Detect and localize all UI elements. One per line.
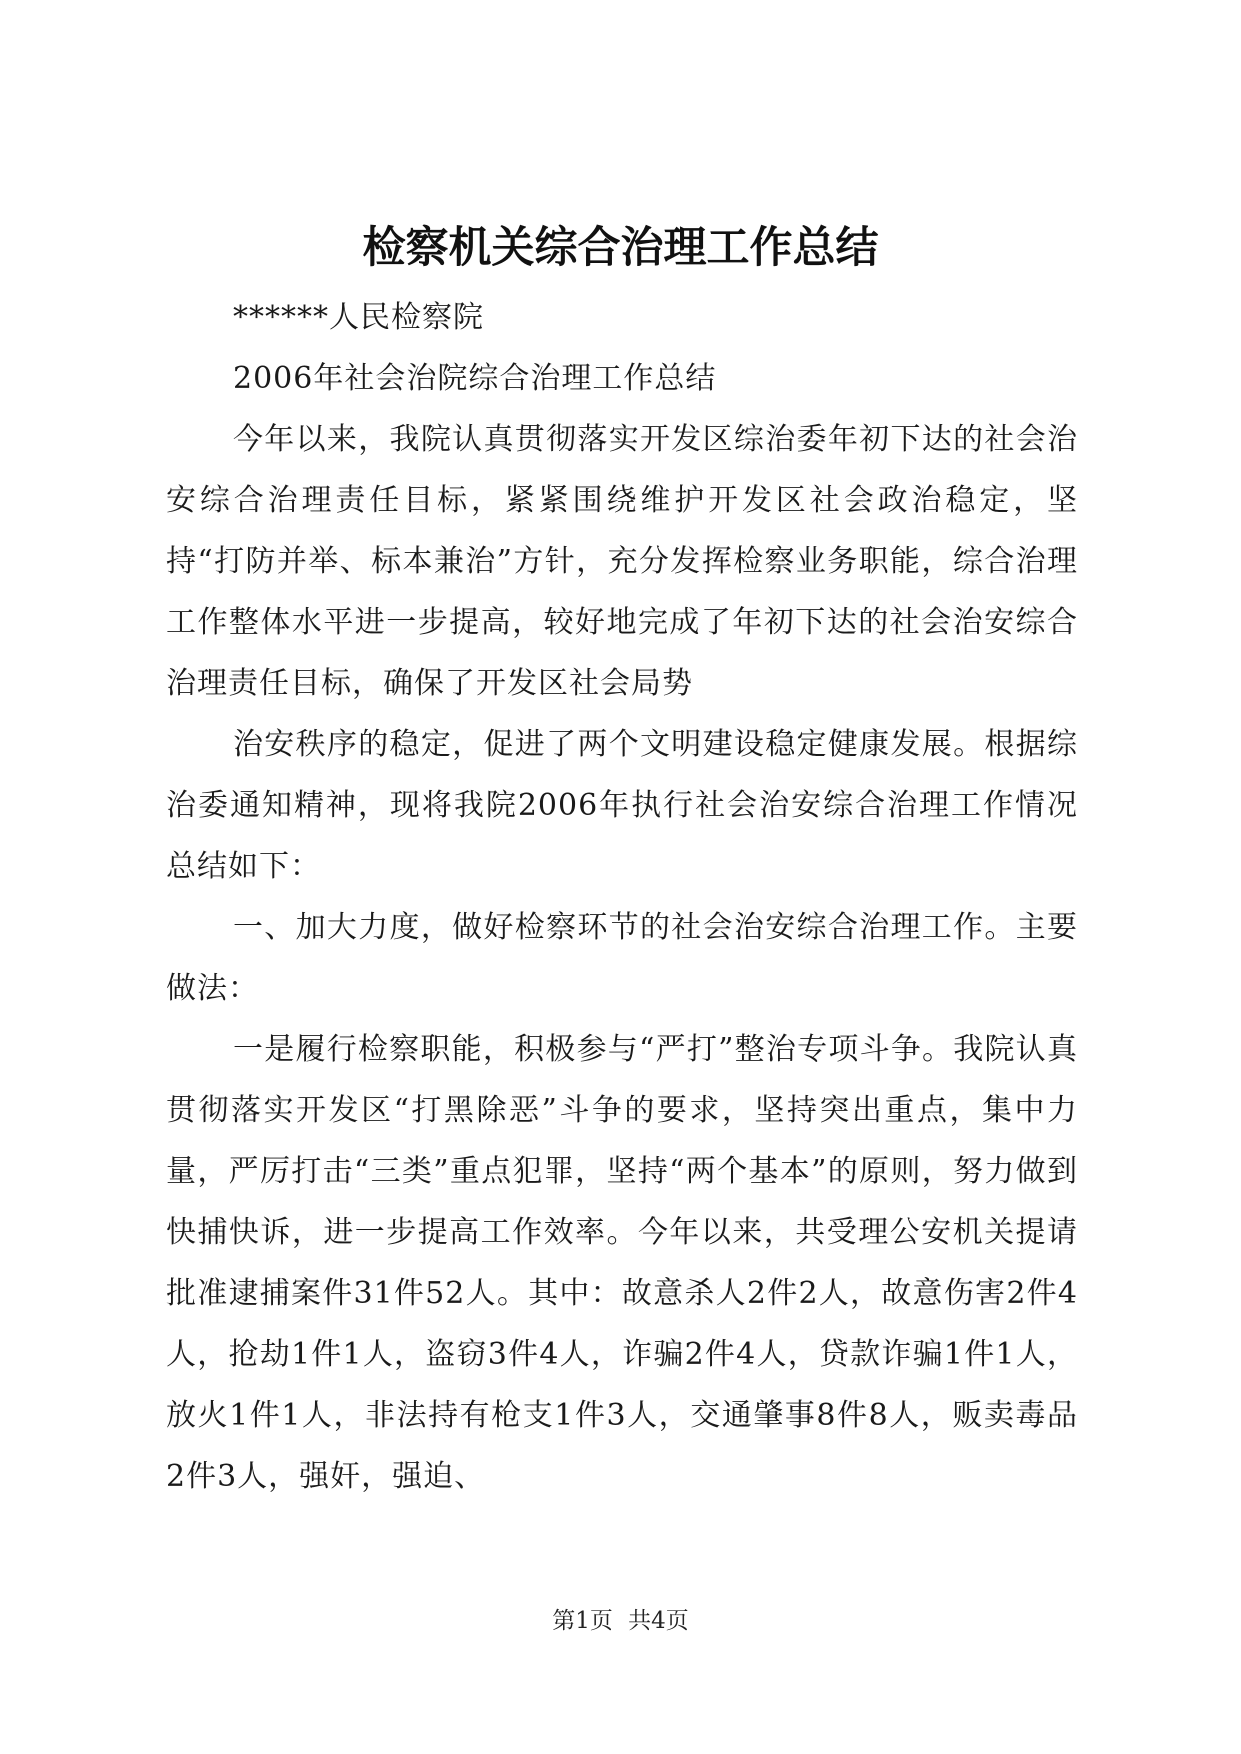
body-paragraph: 治安秩序的稳定，促进了两个文明建设稳定健康发展。根据综治委通知精神，现将我院2006年执行社会治安综合治理工作情况总结如下： [166, 727, 1078, 884]
section-heading-paragraph: 一、加大力度，做好检察环节的社会治安综合治理工作。主要做法： [166, 910, 1078, 1006]
page-footer [0, 1606, 1241, 1636]
document-title: 检察机关综合治理工作总结 [362, 223, 879, 273]
page-total: 共4页 [628, 1608, 689, 1634]
page-number: 第1页 [552, 1608, 613, 1634]
org-name-line: ******人民检察院 [233, 300, 484, 335]
document-body [166, 287, 1078, 1507]
body-paragraph: 一是履行检察职能，积极参与“严打”整治专项斗争。我院认真贯彻落实开发区“打黑除恶”斗争的要求，坚持突出重点，集中力量，严厉打击“三类”重点犯罪，坚持“两个基本”的原则，努力做到快捕快诉，进一步提高工作效率。今年以来，共受理公安机关提请批准逮捕案件31件52人。其中：故意杀人2件2人，故意伤害2件4人，抢劫1件1人，盗窃3件4人，诈骗2件4人，贷款诈骗1件1人，放火1件1人，非法持有枪支1件3人，交通肇事8件8人，贩卖毒品2件3人，强奸，强迫、 [166, 1032, 1078, 1494]
subtitle-line: 2006年社会治院综合治理工作总结 [233, 361, 717, 396]
body-paragraph: 今年以来，我院认真贯彻落实开发区综治委年初下达的社会治安综合治理责任目标，紧紧围绕维护开发区社会政治稳定，坚持“打防并举、标本兼治”方针，充分发挥检察业务职能，综合治理工作整体水平进一步提高，较好地完成了年初下达的社会治安综合治理责任目标，确保了开发区社会局势 [166, 422, 1078, 701]
